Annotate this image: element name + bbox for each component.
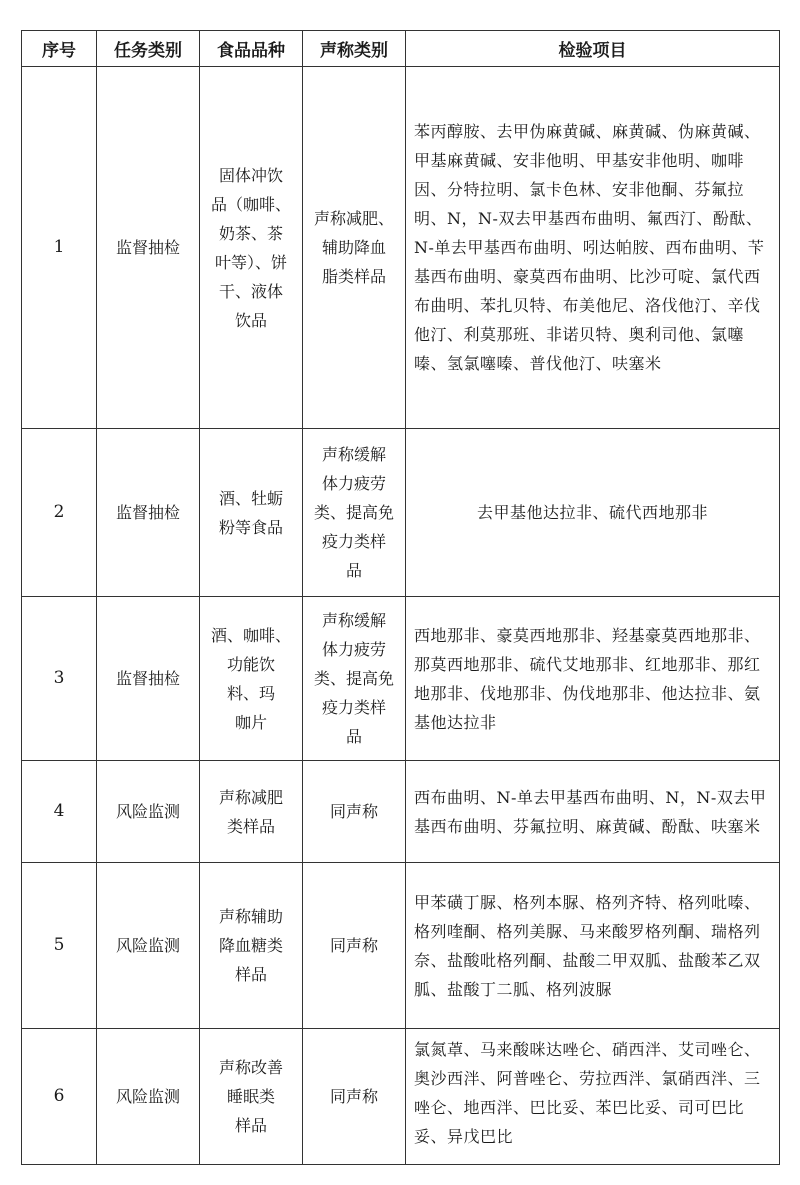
header-test-items: 检验项目: [406, 31, 780, 67]
row-task-category: 风险监测: [97, 863, 200, 1029]
row-no: 2: [22, 429, 97, 597]
table-row: [22, 597, 780, 761]
row-claim-category: 同声称: [303, 863, 406, 1029]
row-test-items: 西布曲明、N-单去甲基西布曲明、N，N-双去甲基西布曲明、芬氟拉明、麻黄碱、酚酞、呋塞米: [406, 761, 780, 863]
table-row: [22, 863, 780, 1029]
row-food-variety: 酒、牡蛎 粉等食品: [200, 429, 303, 597]
row-no: 3: [22, 597, 97, 761]
row-food-variety: 酒、咖啡、 功能饮 料、玛 咖片: [200, 597, 303, 761]
row-test-items: 甲苯磺丁脲、格列本脲、格列齐特、格列吡嗪、格列喹酮、格列美脲、马来酸罗格列酮、瑞格列奈、盐酸吡格列酮、盐酸二甲双胍、盐酸苯乙双胍、盐酸丁二胍、格列波脲: [406, 863, 780, 1029]
row-no: 6: [22, 1029, 97, 1165]
row-task-category: 风险监测: [97, 1029, 200, 1165]
row-no: 5: [22, 863, 97, 1029]
row-test-items: 氯氮䓬、马来酸咪达唑仑、硝西泮、艾司唑仑、奥沙西泮、阿普唑仑、劳拉西泮、氯硝西泮、三唑仑、地西泮、巴比妥、苯巴比妥、司可巴比妥、异戊巴比: [406, 1029, 780, 1165]
header-no: 序号: [22, 31, 97, 67]
header-food-variety: 食品品种: [200, 31, 303, 67]
row-task-category: 监督抽检: [97, 429, 200, 597]
table-row: [22, 761, 780, 863]
row-food-variety: 声称改善 睡眠类 样品: [200, 1029, 303, 1165]
row-no: 1: [22, 67, 97, 429]
table-row: [22, 1029, 780, 1165]
row-task-category: 风险监测: [97, 761, 200, 863]
row-claim-category: 同声称: [303, 761, 406, 863]
row-claim-category: 声称缓解 体力疲劳 类、提高免 疫力类样 品: [303, 597, 406, 761]
row-task-category: 监督抽检: [97, 597, 200, 761]
row-food-variety: 声称辅助 降血糖类 样品: [200, 863, 303, 1029]
row-claim-category: 声称减肥、 辅助降血 脂类样品: [303, 67, 406, 429]
table-row: [22, 429, 780, 597]
inspection-table: [21, 30, 780, 1165]
row-food-variety: 固体冲饮 品（咖啡、 奶茶、茶 叶等）、饼 干、液体 饮品: [200, 67, 303, 429]
row-no: 4: [22, 761, 97, 863]
row-test-items: 苯丙醇胺、去甲伪麻黄碱、麻黄碱、伪麻黄碱、甲基麻黄碱、安非他明、甲基安非他明、咖啡因、分特拉明、氯卡色林、安非他酮、芬氟拉明、N，N-双去甲基西布曲明、氟西汀、酚酞、N-单去甲基西布曲明、吲达帕胺、西布曲明、苄基西布曲明、豪莫西布曲明、比沙可啶、氯代西布曲明、苯扎贝特、布美他尼、洛伐他汀、辛伐他汀、利莫那班、非诺贝特、奥利司他、氯噻嗪、氢氯噻嗪、普伐他汀、呋塞米: [406, 67, 780, 429]
header-task-category: 任务类别: [97, 31, 200, 67]
table-row: [22, 67, 780, 429]
row-claim-category: 声称缓解 体力疲劳 类、提高免 疫力类样 品: [303, 429, 406, 597]
row-food-variety: 声称减肥 类样品: [200, 761, 303, 863]
header-claim-category: 声称类别: [303, 31, 406, 67]
row-test-items: 去甲基他达拉非、硫代西地那非: [406, 429, 780, 597]
row-test-items: 西地那非、豪莫西地那非、羟基豪莫西地那非、那莫西地那非、硫代艾地那非、红地那非、那红地那非、伐地那非、伪伐地那非、他达拉非、氨基他达拉非: [406, 597, 780, 761]
row-task-category: 监督抽检: [97, 67, 200, 429]
row-claim-category: 同声称: [303, 1029, 406, 1165]
header-row: [22, 31, 780, 67]
